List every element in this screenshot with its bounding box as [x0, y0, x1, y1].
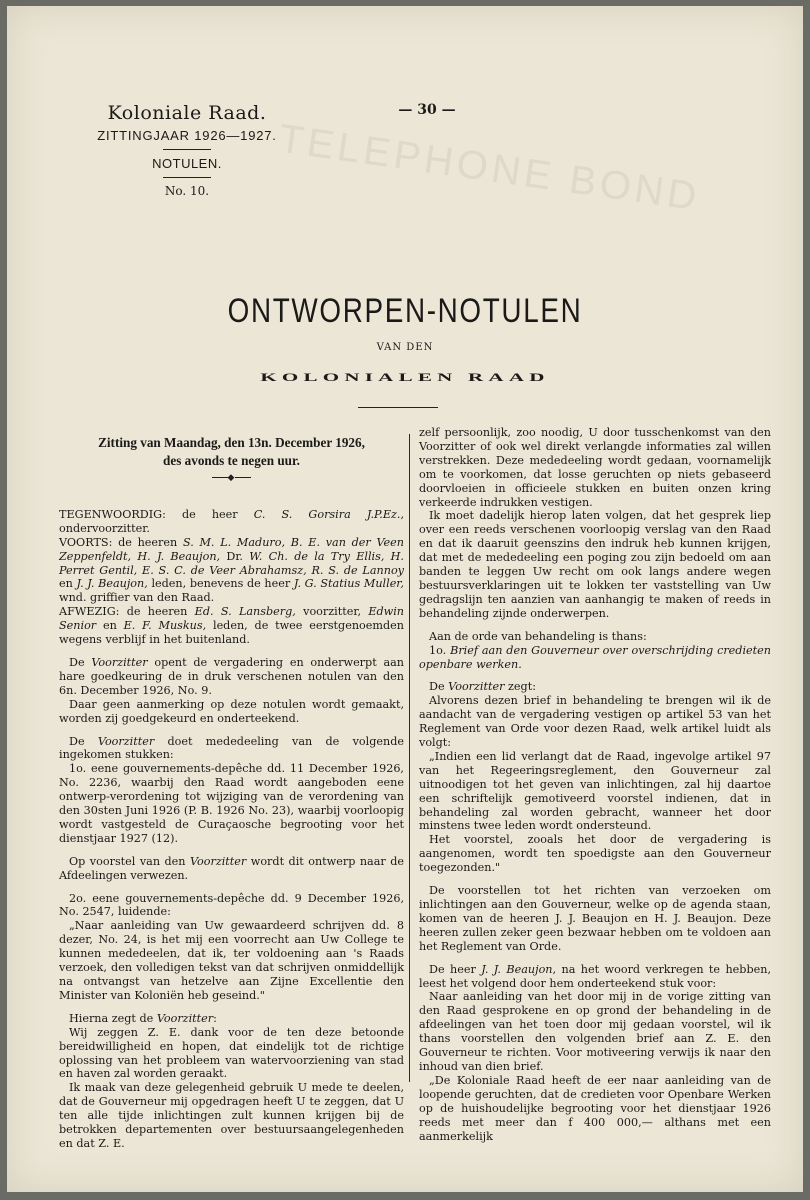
title-rule [358, 407, 438, 408]
council-name: Koloniale Raad. [107, 102, 267, 124]
voorts-paragraph: VOORTS: de heeren S. M. L. Maduro, B. E. van der Veen Zeppenfeldt, H. J. Beaujon, Dr. W. Ch. de la Try Ellis, H. Perret Gentil, E. S. C. de Veer Abrahamsz, R. S. de Lannoy en J. J. Beaujon, leden, benevens de heer J. G. Statius Muller, wnd. griffier van den Raad. [59, 535, 404, 605]
session-year: ZITTINGJAAR 1926—1927. [97, 128, 277, 143]
present-paragraph: TEGENWOORDIG: de heer C. S. Gorsira J.P.Ez., ondervoorzitter. [59, 507, 404, 535]
sitting-time: des avonds te negen uur. [163, 453, 300, 468]
title-connector: VAN DEN [376, 342, 434, 353]
page-number: — 30 — [398, 102, 456, 118]
chair-says-paragraph: De Voorzitter zegt: [429, 680, 536, 694]
item-1-paragraph: 1o. eene gouvernements-depêche dd. 11 December 1926, No. 2236, waarbij den Raad wordt aangeboden eene ontwerp-verordening tot wijziging van de verordening van den 30sten Juni 1926 (P. B. 1926 No. 23), waarbij voorloopig wordt vastgesteld de Curaçaosche begrooting voor het dienstjaar 1927 (12). [59, 762, 404, 845]
column-divider [409, 434, 410, 1082]
divider [163, 177, 211, 178]
opening-paragraph: De Voorzitter opent de vergadering en onderwerpt aan hare goedkeuring de in druk verschenen notulen van den 6n. December 1926, No. 9. [59, 655, 404, 697]
article-quote-end: Het voorstel, zooals het door de vergadering is aangenomen, wordt ten spoedigste aan den Gouverneur toegezonden." [419, 833, 771, 875]
masthead [67, 102, 307, 198]
motion-paragraph: Naar aanleiding van het door mij in de vorige zitting van den Raad gesprokene en op grond der behandeling in de afdeelingen van het toen door mij gedaan voorstel, wil ik thans voorstellen den volgenden brief aan Z. E. den Gouverneur te richten. Voor motiveering verwijs ik naar den inhoud van dien brief. [419, 990, 771, 1073]
proposals-paragraph: De voorstellen tot het richten van verzoeken om inlichtingen aan den Gouverneur, welke op de agenda staan, komen van de heeren J. J. Beaujon en H. J. Beaujon. Deze heeren zullen zeker geen bezwaar hebben om te voldoen aan het Reglement van Orde. [419, 884, 771, 953]
right-column [419, 426, 771, 1143]
referral-paragraph: Op voorstel van den Voorzitter wordt dit ontwerp naar de Afdeelingen verwezen. [59, 854, 404, 882]
sitting-date: Zitting van Maandag, den 13n. December 1926, [98, 435, 365, 450]
left-column [59, 430, 404, 1151]
document-title: ONTWORPEN-NOTULEN [227, 292, 583, 330]
information-paragraph: Ik maak van deze gelegenheid gebruik U mede te deelen, dat de Gouverneur mij opgedragen heeft U te zeggen, dat U ten alle tijde inlichtingen zult kunnen krijgen bij de betrokken departementen over bestuursaangelegenheden en dat Z. E. [59, 1081, 404, 1150]
document-page [7, 6, 803, 1192]
council-banner: KOLONIALEN RAAD [260, 370, 550, 384]
agenda-item: 1o. Brief aan den Gouverneur over overschrijding credieten openbare werken. [419, 643, 771, 671]
clarification-paragraph: Ik moet dadelijk hierop laten volgen, dat het gesprek liep over een reeds verschenen voorloopig verslag van den Raad en dat ik daaruit geenszins den indruk heb kunnen krijgen, dat met de mededeeling een poging zou zijn bedoeld om aan banden te leggen Uw recht om ook langs andere wegen bestuursverklaringen uit te lokken ter vaststelling van Uw gedragslijn ten aanzien van aanhangig te maken of reeds in behandeling zijnde onderwerpen. [419, 509, 771, 620]
letter-paragraph: „De Koloniale Raad heeft de eer naar aanleiding van de loopende geruchten, dat de credieten voor Openbare Werken op de huishoudelijke begrooting voor het dienstjaar 1926 reeds met meer dan f 400 000,— althans met een aanmerkelijk [419, 1073, 771, 1143]
beaujon-paragraph: De heer J. J. Beaujon, na het woord verkregen te hebben, leest het volgend door hem onderteekend stuk voor: [419, 962, 771, 990]
announcement-paragraph: De Voorzitter doet mededeeling van de volgende ingekomen stukken: [59, 734, 404, 762]
section-label: NOTULEN. [152, 156, 222, 171]
absent-paragraph: AFWEZIG: de heeren Ed. S. Lansberg, voorzitter, Edwin Senior en E. F. Muskus, leden, de twee eerstgenoemden wegens verblijf in het buitenland. [59, 605, 404, 647]
chair-says-paragraph: Hierna zegt de Voorzitter: [69, 1011, 217, 1025]
article-intro-paragraph: Alvorens dezen brief in behandeling te brengen wil ik de aandacht van de vergadering vestigen op artikel 53 van het Reglement van Orde voor dezen Raad, welk artikel luidt als volgt: [419, 694, 771, 750]
thanks-paragraph: Wij zeggen Z. E. dank voor de ten deze betoonde bereidwilligheid en hopen, dat eindelijk tot de richtige oplossing van het probleem van watervoorziening van stad en haven zal worden geraakt. [59, 1025, 404, 1081]
approval-paragraph: Daar geen aanmerking op deze notulen wordt gemaakt, worden zij goedgekeurd en onderteekend. [59, 697, 404, 725]
ornament-diamond-icon: ◆ [227, 473, 236, 483]
ornament [59, 472, 404, 486]
item-2-paragraph: 2o. eene gouvernements-depêche dd. 9 December 1926, No. 2547, luidende: [59, 891, 404, 919]
divider [163, 149, 211, 150]
quoted-letter: „Naar aanleiding van Uw gewaardeerd schrijven dd. 8 dezer, No. 24, is het mij een voorrecht aan Uw College te kunnen mededeelen, dat ik, ter voldoening aan 's Raads verzoek, den volledigen tekst van dat schrijven onmiddellijk na ontvangst van hetzelve aan Zijne Excellentie den Minister van Koloniën heb geseind." [59, 919, 404, 1002]
continuation-paragraph: zelf persoonlijk, zoo noodig, U door tusschenkomst van den Voorzitter of ook wel direkt verlangde informaties zal willen verstrekken. Deze mededeeling wordt gedaan, voornamelijk om te voorkomen, dat losse geruchten op niets gebaseerd doorvloeien in officieele stukken en buiten onzen kring verkeerde indrukken vestigen. [419, 426, 771, 509]
agenda-paragraph: Aan de orde van behandeling is thans: [429, 629, 647, 643]
sitting-heading [59, 434, 404, 470]
watermark-stamp: TELEPHONE BOND [276, 116, 704, 220]
issue-number: No. 10. [164, 184, 210, 198]
article-quote: „Indien een lid verlangt dat de Raad, ingevolge artikel 97 van het Regeeringsreglement, den Gouverneur zal uitnoodigen tot het geven van inlichtingen, zal hij daartoe een schriftelijk gemotiveerd voorstel indienen, dat in behandeling zal worden gebracht, wanneer het door minstens twee leden wordt ondersteund. [419, 749, 771, 833]
